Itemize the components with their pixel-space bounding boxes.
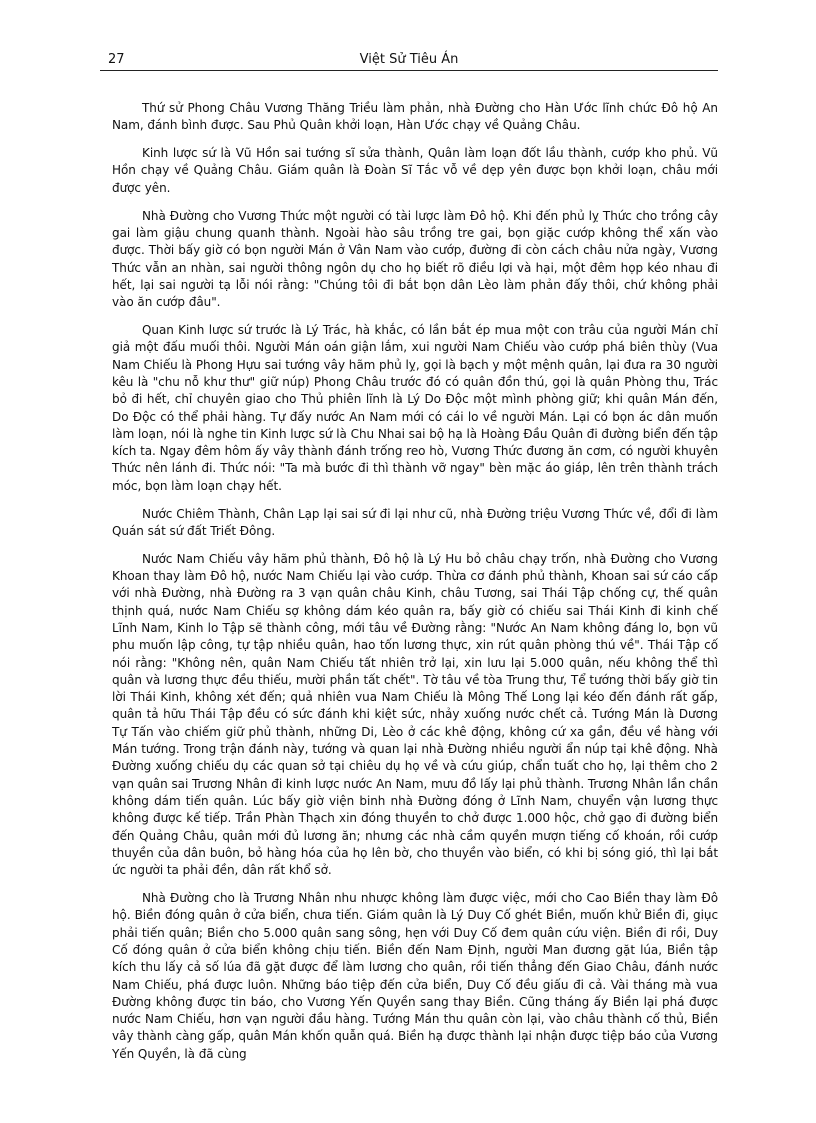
paragraph: Quan Kinh lược sứ trước là Lý Trác, hà khắc, có lần bắt ép mua một con trâu của người Mán chỉ giả một đấu muối thôi. Người Mán oán giận lắm, xui người Nam Chiếu vào cướp phá biên thùy (Vua Nam Chiếu là Phong Hựu sai tướng vây hãm phủ lỵ, gọi là bạch y một mệnh quân, lại đưa ra 30 người kêu là "chu nỗ khư thư" giữ núp) Phong Châu trước đó có quân đồn thú, gọi là quân Phòng thu, Trác bỏ đi hết, chỉ chuyên giao cho Thủ phiên lĩnh là Lý Do Độc một mình phòng giữ; khi quân Mán đến, Do Độc có thể phải hàng. Tự đấy nước An Nam mới có cái lo về người Mán. Lại có bọn ác dân muốn làm loạn, nói là nghe tin Kinh lược sứ là Chu Nhai sai bộ hạ là Hoàng Đầu Quân đi đường biển đến tập kích ta. Ngay đêm hôm ấy vây thành đánh trống reo hò, Vương Thức đương ăn cơm, có người khuyên Thức nên lánh đi. Thức nói: "Ta mà bước đi thì thành vỡ ngay" bèn mặc áo giáp, lên trên thành trách móc, bọn làm loạn chạy hết. bbox=[112, 323, 718, 493]
page-body bbox=[112, 100, 718, 1074]
paragraph: Nhà Đường cho Vương Thức một người có tài lược làm Đô hộ. Khi đến phủ lỵ Thức cho trồng cây gai làm giậu chung quanh thành. Ngoài hào sâu trồng tre gai, bọn giặc cướp không thể xấn vào được. Thời bấy giờ có bọn người Mán ở Vân Nam vào cướp, đường đi còn cách châu nửa ngày, Vương Thức vẫn an nhàn, sai người thông ngôn dụ cho họ biết rõ điều lợi và hại, một đêm họp kéo nhau đi hết, lại sai người tạ lỗi nói rằng: "Chúng tôi đi bắt bọn dân Lèo làm phản đấy thôi, chứ không phải vào ăn cướp đâu". bbox=[112, 208, 718, 310]
paragraph: Nước Nam Chiếu vây hãm phủ thành, Đô hộ là Lý Hu bỏ châu chạy trốn, nhà Đường cho Vương Khoan thay làm Đô hộ, nước Nam Chiếu lại vào cướp. Thừa cơ đánh phủ thành, Khoan sai sứ cáo cấp với nhà Đường, nhà Đường ra 3 vạn quân châu Kinh, châu Tương, sai Thái Tập chống cự, thế quân thịnh quá, nước Nam Chiếu sợ không dám kéo quân ra, bấy giờ có chiếu sai Thái Kinh đi kinh chế Lĩnh Nam, Kinh lo Tập sẽ thành công, mới tâu về Đường rằng: "Nước An Nam không đáng lo, bọn vũ phu muốn lập công, tự tập nhiều quân, hao tốn lương thực, xin rút quân phòng thú về". Thái Tập cố nói rằng: "Không nên, quân Nam Chiếu tất nhiên trở lại, xin lưu lại 5.000 quân, nếu không thể thì quân và lương thực đều thiếu, mười phần tất chết". Tờ tâu về tòa Trung thư, Tể tướng thời bấy giờ tin lời Thái Kinh, không xét đến; quả nhiên vua Nam Chiếu là Mông Thế Long lại kéo đến đánh rất gấp, quân tả hữu Thái Tập đều có sức đánh khi kiệt sức, nhảy xuống nước chết cả. Tướng Mán là Dương Tự Tấn vào chiếm giữ phủ thành, những Di, Lèo ở các khê động, không cứ xa gần, đều về hàng với Mán tướng. Trong trận đánh này, tướng và quan lại nhà Đường nhiều người ẩn núp tại khê động. Nhà Đường xuống chiếu dụ các quan sở tại chiêu dụ họ về và cứu giúp, chẩn tuất cho họ, lại thêm cho 2 vạn quân sai Trương Nhân đi kinh lược nước An Nam, mưu đồ lấy lại phủ thành. Trương Nhân lần chần không dám tiến quân. Lúc bấy giờ viện binh nhà Đường đóng ở Lĩnh Nam, chuyển vận lương thực không được kế tiếp. Trần Phàn Thạch xin đóng thuyền to chở được 1.000 hộc, chở gạo đi đường biển đến Quảng Châu, quân mới đủ lương ăn; nhưng các nhà cầm quyền mượn tiếng cố khoán, rồi cướp thuyền của dân buôn, bỏ hàng hóa của họ lên bờ, cho thuyền vào biển, có khi bị sóng gió, thì lại bắt ức người ta phải đền, dân rất khổ sở. bbox=[112, 551, 718, 878]
page-header bbox=[100, 48, 718, 71]
paragraph: Nước Chiêm Thành, Chân Lạp lại sai sứ đi lại như cũ, nhà Đường triệu Vương Thức về, đổi đi làm Quán sát sứ đất Triết Đông. bbox=[112, 506, 718, 538]
paragraph: Thứ sử Phong Châu Vương Thăng Triều làm phản, nhà Đường cho Hàn Ước lĩnh chức Đô hộ An Nam, đánh bình được. Sau Phủ Quân khởi loạn, Hàn Ước chạy về Quảng Châu. bbox=[112, 101, 718, 133]
paragraph: Kinh lược sứ là Vũ Hồn sai tướng sĩ sửa thành, Quân làm loạn đốt lầu thành, cướp kho phủ. Vũ Hồn chạy về Quảng Châu. Giám quân là Đoàn Sĩ Tắc vỗ về dẹp yên được bọn khởi loạn, châu mới được yên. bbox=[112, 146, 718, 195]
paragraph: Nhà Đường cho là Trương Nhân nhu nhược không làm được việc, mới cho Cao Biền thay làm Đô hộ. Biền đóng quân ở cửa biển, chưa tiến. Giám quân là Lý Duy Cố ghét Biền, muốn khử Biền đi, giục phải tiến quân; Biền cho 5.000 quân sang sông, hẹn với Duy Cố đem quân cứu viện. Biền đi rồi, Duy Cố đóng quân ở cửa biển không chịu tiến. Biền đến Nam Định, người Man đương gặt lúa, Biền tập kích thu lấy cả số lúa đã gặt được để làm lương cho quân, rồi tiến thẳng đến Giao Châu, đánh nước Nam Chiếu, phá được luôn. Những báo tiệp đến cửa biển, Duy Cố đều giấu đi cả. Vài tháng mà vua Đường không được tin báo, cho Vương Yến Quyền sang thay Biền. Cũng tháng ấy Biền lại phá được nước Nam Chiếu, hơn vạn người đầu hàng. Tướng Mán thu quân còn lại, vào châu thành cố thủ, Biền vây thành càng gấp, quân Mán khốn quẫn quá. Biền hạ được thành lại nhận được tiệp báo của Vương Yến Quyền, là đã cùng bbox=[112, 891, 718, 1061]
running-title: Việt Sử Tiêu Án bbox=[359, 52, 459, 67]
page-number: 27 bbox=[108, 52, 125, 67]
